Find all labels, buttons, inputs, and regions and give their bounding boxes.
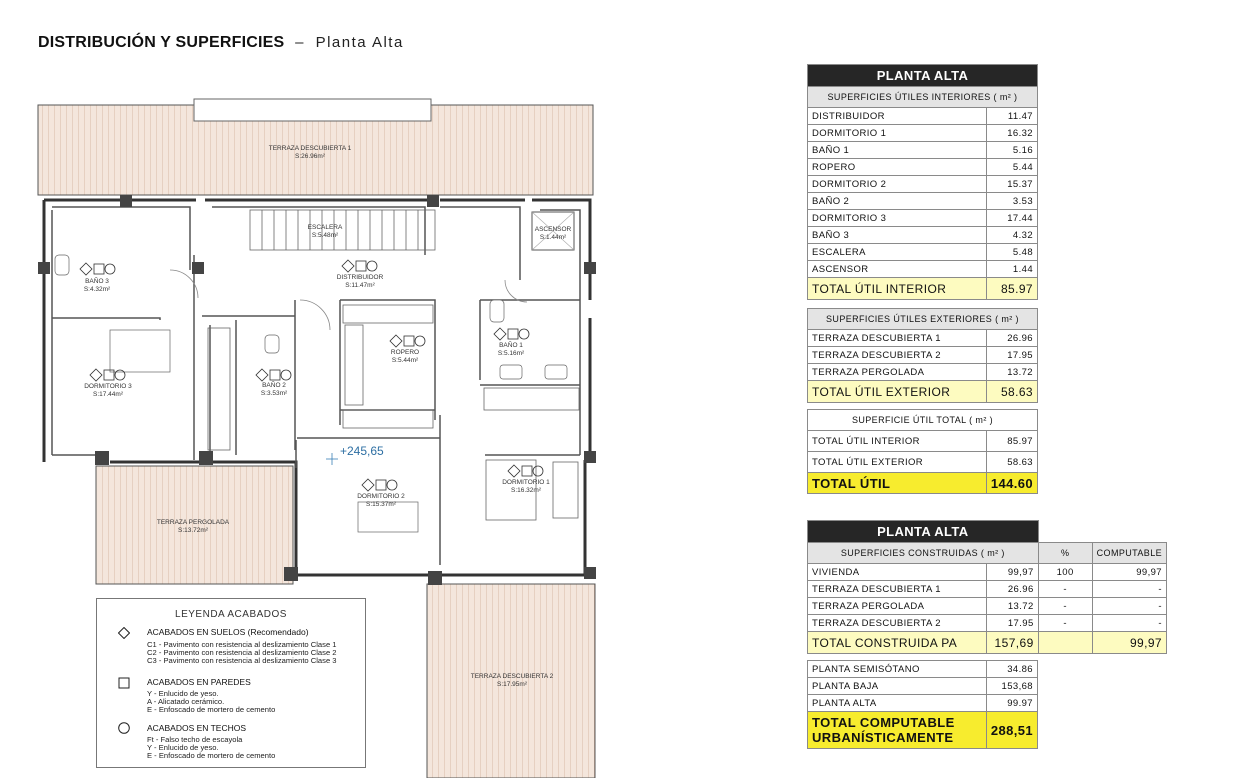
room-dormitorio3-area: S:17.44m² bbox=[93, 391, 123, 398]
legend-line: C1 - Pavimento con resistencia al deslizamiento Clase 1 bbox=[147, 640, 337, 649]
finish-symbols-ropero bbox=[390, 335, 425, 347]
finish-symbols-distribuidor bbox=[342, 260, 377, 272]
table-superficies-exteriores bbox=[807, 308, 1038, 403]
table2-col-title: SUPERFICIES CONSTRUIDAS ( m² ) bbox=[808, 543, 1039, 564]
total-construida-row: TOTAL CONSTRUIDA PA 157,69 99,97 bbox=[808, 632, 1167, 654]
finish-symbols-bano1 bbox=[494, 328, 529, 340]
legend-group-title: ACABADOS EN TECHOS bbox=[147, 723, 247, 733]
diamond-icon bbox=[118, 627, 130, 639]
room-dormitorio3-name: DORMITORIO 3 bbox=[84, 383, 132, 390]
total-row-interior: TOTAL ÚTIL INTERIOR 85.97 bbox=[808, 278, 1038, 300]
room-bano1-name: BAÑO 1 bbox=[499, 342, 523, 349]
total-row-exterior: TOTAL ÚTIL EXTERIOR 58.63 bbox=[808, 381, 1038, 403]
finish-symbols-bano3 bbox=[80, 263, 115, 275]
legend-line: Ft - Falso techo de escayola bbox=[147, 735, 243, 744]
table-row: TERRAZA DESCUBIERTA 1 26.96 bbox=[808, 330, 1038, 347]
legend-line: C3 - Pavimento con resistencia al deslizamiento Clase 3 bbox=[147, 656, 337, 665]
room-pergola-area: S:13.72m² bbox=[178, 527, 208, 534]
legend-line: E - Enfoscado de mortero de cemento bbox=[147, 751, 276, 760]
table-row: TERRAZA PERGOLADA 13.72 bbox=[808, 364, 1038, 381]
room-escalera-name: ESCALERA bbox=[307, 224, 343, 231]
table1-exterior-title: SUPERFICIES ÚTILES EXTERIORES ( m² ) bbox=[808, 309, 1038, 330]
total-computable-line1: TOTAL COMPUTABLE bbox=[812, 715, 955, 730]
circle-icon bbox=[118, 722, 130, 734]
room-terraza2-name: TERRAZA DESCUBIERTA 2 bbox=[470, 673, 554, 680]
table2-col-pct: % bbox=[1038, 543, 1092, 564]
table-row: DORMITORIO 1 16.32 bbox=[808, 125, 1038, 142]
table-row: TOTAL ÚTIL INTERIOR 85.97 bbox=[808, 431, 1038, 452]
table-superficies-construidas bbox=[807, 520, 1167, 654]
table-superficies-utiles bbox=[807, 64, 1038, 300]
table-row: TERRAZA DESCUBIERTA 2 17.95 bbox=[808, 347, 1038, 364]
table-row: DORMITORIO 2 15.37 bbox=[808, 176, 1038, 193]
table-row: ROPERO 5.44 bbox=[808, 159, 1038, 176]
legend-box bbox=[96, 598, 366, 768]
table1-interior-title: SUPERFICIES ÚTILES INTERIORES ( m² ) bbox=[808, 87, 1038, 108]
table-row: BAÑO 1 5.16 bbox=[808, 142, 1038, 159]
legend-line: A - Alicatado cerámico. bbox=[147, 697, 225, 706]
room-distribuidor-name: DISTRIBUIDOR bbox=[336, 274, 384, 281]
table-row: VIVIENDA 99,97 100 99,97 bbox=[808, 564, 1167, 581]
room-terraza2-area: S:17.95m² bbox=[497, 681, 527, 688]
room-terraza1-name: TERRAZA DESCUBIERTA 1 bbox=[268, 145, 352, 152]
table-row: ESCALERA 5.48 bbox=[808, 244, 1038, 261]
table-row: ASCENSOR 1.44 bbox=[808, 261, 1038, 278]
table2-header: PLANTA ALTA bbox=[808, 521, 1039, 543]
legend-group-title: ACABADOS EN SUELOS (Recomendado) bbox=[147, 627, 309, 637]
total-computable-line2: URBANÍSTICAMENTE bbox=[812, 730, 954, 745]
title-main: DISTRIBUCIÓN Y SUPERFICIES bbox=[38, 34, 285, 51]
room-dormitorio2-name: DORMITORIO 2 bbox=[357, 493, 405, 500]
room-ropero-area: S:5.44m² bbox=[391, 357, 419, 364]
table-row: TERRAZA DESCUBIERTA 2 17.95 - - bbox=[808, 615, 1167, 632]
table-row: PLANTA BAJA 153,68 bbox=[808, 678, 1038, 695]
room-ascensor-name: ASCENSOR bbox=[534, 226, 572, 233]
title-sub: Planta Alta bbox=[315, 34, 404, 51]
table1-header: PLANTA ALTA bbox=[808, 65, 1038, 87]
grand-total-row: TOTAL ÚTIL 144.60 bbox=[808, 473, 1038, 494]
legend-line: Y - Enlucido de yeso. bbox=[147, 689, 219, 698]
finish-symbols-dormitorio1 bbox=[508, 465, 543, 477]
table-row: BAÑO 3 4.32 bbox=[808, 227, 1038, 244]
level-value: +245,65 bbox=[340, 444, 384, 458]
title-dash: – bbox=[295, 34, 305, 51]
room-terraza1-area: S:26.96m² bbox=[295, 153, 325, 160]
table-row: TERRAZA DESCUBIERTA 1 26.96 - - bbox=[808, 581, 1167, 598]
table-superficie-total bbox=[807, 409, 1038, 494]
room-pergola-name: TERRAZA PERGOLADA bbox=[156, 519, 230, 526]
legend-line: Y - Enlucido de yeso. bbox=[147, 743, 219, 752]
total-computable-value: 288,51 bbox=[986, 712, 1037, 749]
room-dormitorio1-area: S:16.32m² bbox=[511, 487, 541, 494]
finish-symbols-dormitorio2 bbox=[362, 479, 397, 491]
legend-group-title: ACABADOS EN PAREDES bbox=[147, 677, 251, 687]
room-bano3-area: S:4.32m² bbox=[83, 286, 111, 293]
room-ascensor-area: S:1.44m² bbox=[539, 234, 567, 241]
page-title bbox=[38, 34, 404, 52]
room-bano2-area: S:3.53m² bbox=[260, 390, 288, 397]
table1-total-title: SUPERFICIE ÚTIL TOTAL ( m² ) bbox=[808, 410, 1038, 431]
finish-symbols-bano2 bbox=[256, 369, 291, 381]
table-row: BAÑO 2 3.53 bbox=[808, 193, 1038, 210]
room-bano3-name: BAÑO 3 bbox=[85, 278, 109, 285]
table-row: PLANTA SEMISÓTANO 34.86 bbox=[808, 661, 1038, 678]
room-dormitorio1-name: DORMITORIO 1 bbox=[502, 479, 550, 486]
room-escalera-area: S:5.48m² bbox=[311, 232, 339, 239]
room-bano2-name: BAÑO 2 bbox=[262, 382, 286, 389]
legend-line: C2 - Pavimento con resistencia al deslizamiento Clase 2 bbox=[147, 648, 337, 657]
room-dormitorio2-area: S:15.37m² bbox=[366, 501, 396, 508]
legend-title: LEYENDA ACABADOS bbox=[175, 609, 287, 620]
room-distribuidor-area: S:11.47m² bbox=[345, 282, 375, 289]
table-row: TERRAZA PERGOLADA 13.72 - - bbox=[808, 598, 1167, 615]
grand-total-computable-row bbox=[808, 712, 1038, 749]
table-row: DORMITORIO 3 17.44 bbox=[808, 210, 1038, 227]
table-plantas bbox=[807, 660, 1038, 749]
level-marker bbox=[326, 444, 384, 465]
room-ropero-name: ROPERO bbox=[390, 349, 420, 356]
room-bano1-area: S:5.16m² bbox=[497, 350, 525, 357]
legend-line: E - Enfoscado de mortero de cemento bbox=[147, 705, 276, 714]
table2-col-comp: COMPUTABLE bbox=[1092, 543, 1166, 564]
square-icon bbox=[118, 677, 130, 689]
table-row: DISTRIBUIDOR 11.47 bbox=[808, 108, 1038, 125]
table-row: TOTAL ÚTIL EXTERIOR 58.63 bbox=[808, 452, 1038, 473]
table-row: PLANTA ALTA 99.97 bbox=[808, 695, 1038, 712]
